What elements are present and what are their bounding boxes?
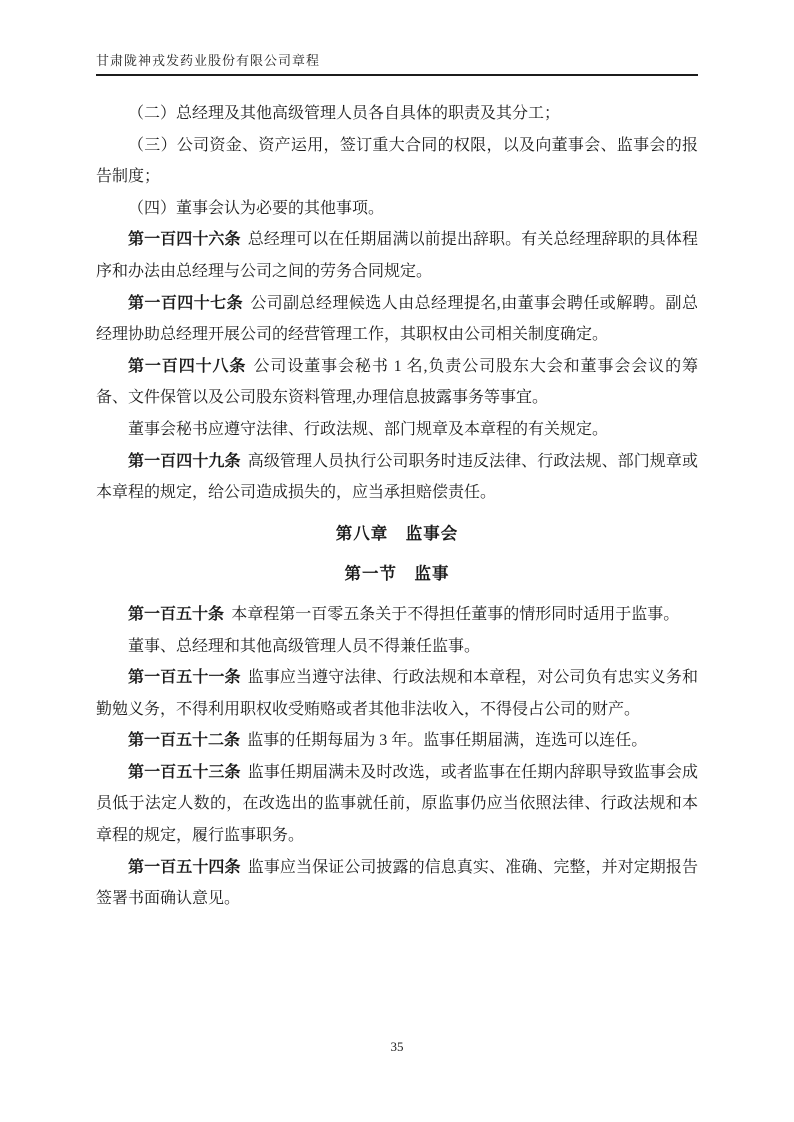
- article-text: 高级管理人员执行公司职务时违反法律、行政法规、部门规章或本章程的规定，给公司造成损失的，应当承担赔偿责任。: [96, 452, 698, 502]
- article-text: 监事应当遵守法律、行政法规和本章程，对公司负有忠实义务和勤勉义务，不得利用职权收受贿赂或者其他非法收入，不得侵占公司的财产。: [96, 669, 698, 718]
- page-header: [96, 52, 698, 76]
- article-paragraph: [96, 288, 698, 351]
- page-number: 35: [390, 1039, 404, 1054]
- article-number: 第一百五十四条: [128, 858, 241, 876]
- article-paragraph: [96, 725, 698, 757]
- article-paragraph: [96, 446, 698, 509]
- article-paragraph: [96, 599, 698, 631]
- chapter-heading: 第八章 监事会: [335, 523, 459, 543]
- article-text: 本章程第一百零五条关于不得担任董事的情形同时适用于监事。: [231, 605, 680, 623]
- document-body: [96, 98, 698, 915]
- article-paragraph: [96, 662, 698, 725]
- article-paragraph: [96, 351, 698, 414]
- article-number: 第一百四十八条: [128, 357, 247, 375]
- article-text: 监事任期届满未及时改选，或者监事在任期内辞职导致监事会成员低于法定人数的，在改选出的监事就任前，原监事仍应当依照法律、行政法规和本章程的规定，履行监事职务。: [96, 763, 698, 845]
- article-text: 监事应当保证公司披露的信息真实、准确、完整，并对定期报告签署书面确认意见。: [96, 858, 698, 908]
- article-paragraph: [96, 224, 698, 287]
- article-text: 监事的任期每届为 3 年。监事任期届满，连选可以连任。: [247, 732, 648, 750]
- article-number: 第一百五十条: [128, 605, 225, 623]
- list-item-paragraph: [96, 130, 698, 193]
- article-number: 第一百四十九条: [128, 452, 241, 470]
- header-title: 甘肃陇神戎发药业股份有限公司章程: [96, 53, 321, 68]
- article-number: 第一百四十六条: [128, 231, 241, 249]
- list-item-paragraph: [96, 98, 698, 130]
- article-number: 第一百五十一条: [128, 669, 241, 687]
- plain-paragraph: [96, 414, 698, 446]
- article-paragraph: [96, 757, 698, 852]
- article-number: 第一百五十二条: [128, 732, 241, 750]
- paragraph-text: （三）公司资金、资产运用，签订重大合同的权限，以及向董事会、监事会的报告制度；: [96, 136, 698, 186]
- paragraph-text: 董事、总经理和其他高级管理人员不得兼任监事。: [128, 637, 481, 655]
- article-number: 第一百五十三条: [128, 763, 241, 781]
- article-paragraph: [96, 852, 698, 915]
- article-text: 公司副总经理候选人由总经理提名,由董事会聘任或解聘。副总经理协助总经理开展公司的经营管理工作，其职权由公司相关制度确定。: [96, 294, 698, 344]
- paragraph-text: 董事会秘书应遵守法律、行政法规、部门规章及本章程的有关规定。: [128, 420, 609, 438]
- plain-paragraph: [96, 631, 698, 663]
- article-number: 第一百四十七条: [128, 294, 244, 312]
- section-heading: 第一节 监事: [344, 564, 450, 584]
- page-footer: [0, 1038, 794, 1056]
- article-text: 总经理可以在任期届满以前提出辞职。有关总经理辞职的具体程序和办法由总经理与公司之间的劳务合同规定。: [96, 231, 698, 280]
- article-text: 公司设董事会秘书 1 名,负责公司股东大会和董事会会议的筹备、文件保管以及公司股东资料管理,办理信息披露事务等事宜。: [96, 357, 698, 407]
- list-item-paragraph: [96, 193, 698, 225]
- paragraph-text: （二）总经理及其他高级管理人员各自具体的职责及其分工；: [128, 105, 561, 122]
- paragraph-text: （四）董事会认为必要的其他事项。: [128, 199, 385, 217]
